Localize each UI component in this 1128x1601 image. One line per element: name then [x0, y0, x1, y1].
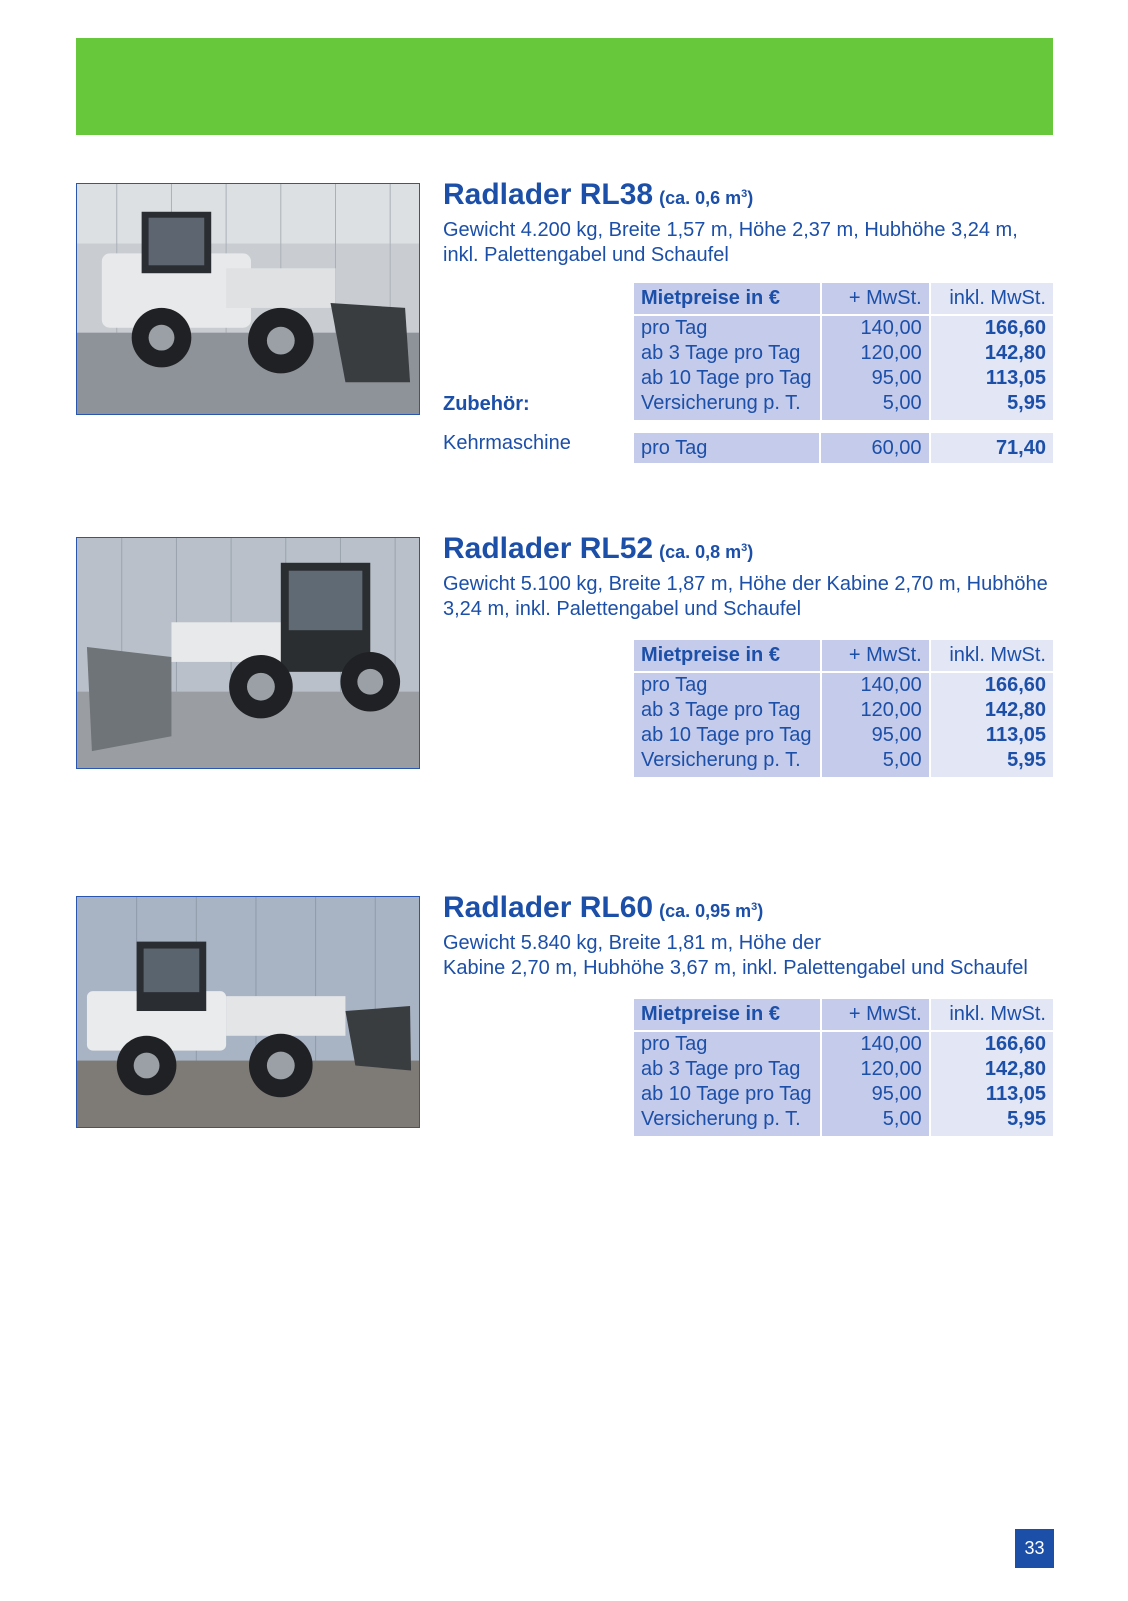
product-description: Gewicht 4.200 kg, Breite 1,57 m, Höhe 2,37 m, Hubhöhe 3,24 m, inkl. Palettengabel und Schaufel — [443, 219, 1018, 266]
product-rl52 — [76, 532, 1053, 837]
accessory-heading: Zubehör: — [443, 393, 530, 415]
table-header-row: Mietpreise in € + MwSt. inkl. MwSt. — [634, 283, 1053, 314]
table-header-row: Mietpreise in € + MwSt. inkl. MwSt. — [634, 999, 1053, 1030]
product-title: Radlader RL60 (ca. 0,95 $m^3$) — [443, 891, 764, 924]
wheel-loader-image — [77, 538, 419, 768]
description-line: Kabine 2,70 m, Hubhöhe 3,67 m, inkl. Palettengabel und Schaufel — [443, 957, 1028, 979]
product-title: Radlader RL52 (ca. 0,8 $m^3$) — [443, 532, 754, 565]
table-row: ab 3 Tage pro Tag 120,00 142,80 — [634, 1057, 1053, 1082]
price-table — [634, 999, 1053, 1136]
table-row: pro Tag 140,00 166,60 — [634, 671, 1053, 698]
table-row: pro Tag 140,00 166,60 — [634, 1030, 1053, 1057]
accessory-name: Kehrmaschine — [443, 432, 571, 454]
table-header-row: Mietpreise in € + MwSt. inkl. MwSt. — [634, 640, 1053, 671]
table-row: Versicherung p. T. 5,00 5,95 — [634, 391, 1053, 420]
description-line: Gewicht 5.840 kg, Breite 1,81 m, Höhe der — [443, 932, 821, 954]
table-row: ab 3 Tage pro Tag 120,00 142,80 — [634, 341, 1053, 366]
table-row: Versicherung p. T. 5,00 5,95 — [634, 1107, 1053, 1136]
table-row: ab 10 Tage pro Tag 95,00 113,05 — [634, 366, 1053, 391]
table-row: ab 10 Tage pro Tag 95,00 113,05 — [634, 723, 1053, 748]
accessory-price-table — [634, 433, 1053, 463]
table-row: pro Tag 60,00 71,40 — [634, 433, 1053, 463]
product-photo-rl60 — [76, 896, 420, 1128]
price-table — [634, 640, 1053, 777]
page-number: 33 — [1015, 1529, 1054, 1568]
product-title: Radlader RL38 (ca. 0,6 $m^3$) — [443, 178, 754, 211]
product-photo-rl38 — [76, 183, 420, 415]
product-description: Gewicht 5.100 kg, Breite 1,87 m, Höhe der Kabine 2,70 m, Hubhöhe 3,24 m, inkl. Palettengabel und Schaufel — [443, 573, 1048, 620]
product-photo-rl52 — [76, 537, 420, 769]
wheel-loader-image — [77, 184, 419, 414]
product-rl60 — [76, 891, 1053, 1196]
table-row: ab 3 Tage pro Tag 120,00 142,80 — [634, 698, 1053, 723]
product-description — [443, 931, 1053, 981]
header-band — [76, 38, 1053, 135]
table-row: Versicherung p. T. 5,00 5,95 — [634, 748, 1053, 777]
price-table — [634, 283, 1053, 420]
product-rl38 — [76, 178, 1053, 483]
wheel-loader-image — [77, 897, 419, 1127]
table-row: pro Tag 140,00 166,60 — [634, 314, 1053, 341]
table-row: ab 10 Tage pro Tag 95,00 113,05 — [634, 1082, 1053, 1107]
